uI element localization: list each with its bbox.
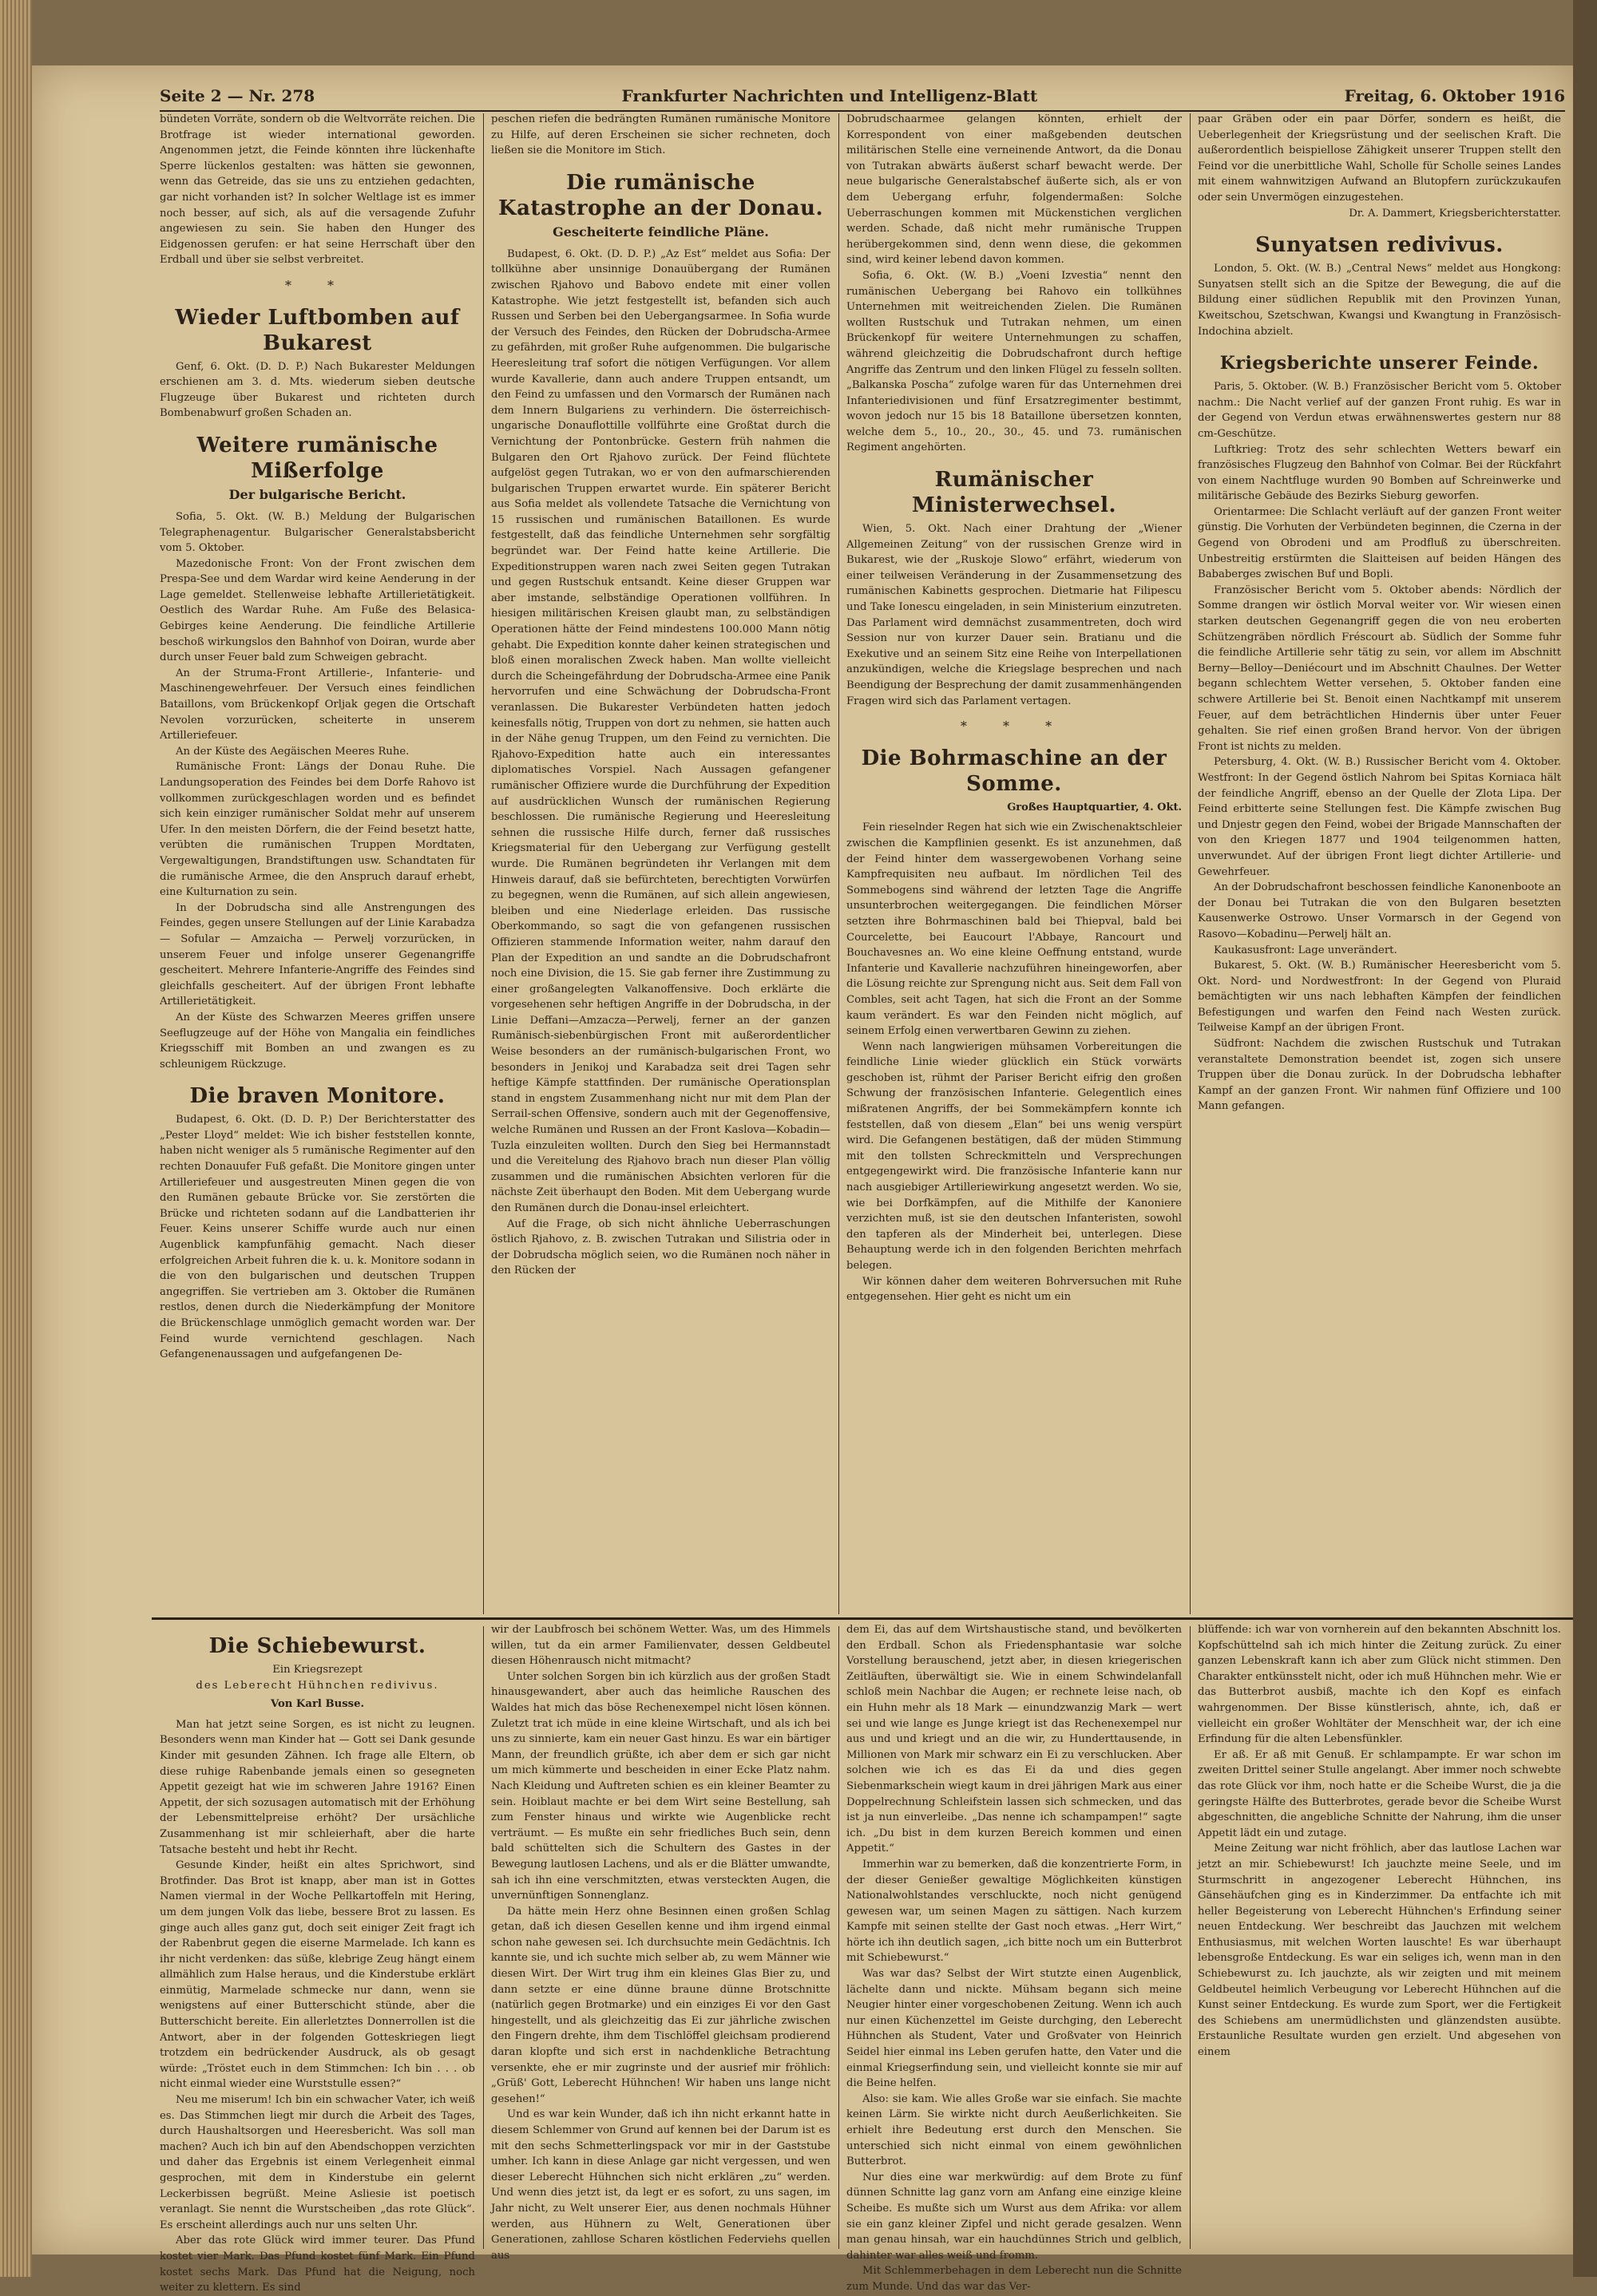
article-text: paar Gräben oder ein paar Dörfer, sondern es heißt, die Ueberlegenheit der Kriegsrüstung und der seelischen Kraft. Die außerordentlich beispiellose Zähigkeit unserer Truppen stellt den Feind vor die unerbittliche Wahl, Scholle für Scholle seines Landes mit einem wahnwitzigen Aufwand an Blutopfern zurückzukaufen oder sein Unvermögen einzugestehen. (1198, 113, 1561, 204)
article-text: Kaukasusfront: Lage unverändert. (1214, 944, 1397, 956)
feuilleton-author: Von Karl Busse. (270, 1698, 365, 1711)
headline: Wieder Luftbomben auf Bukarest (175, 305, 460, 355)
feuilleton-text: Meine Zeitung war nicht fröhlich, aber das lautlose Lachen war jetzt an mir. Schiebewurst! Ich jauchzte meine Seele, und im Sturmschritt in angezogener Leberecht Hühnchen, ins Gänsehäufchen ging es in Kinderzimmer. Da entfachte ich mit heller Begeisterung von Leberecht Hühnchen's Erfindung seiner neuen Entdeckung. Wer beschreibt das Jauchzen mit welchem Enthusiasmus, mit welchen Worten lauschte! Es war überhaupt lebensgroße Entdeckung. Es war ein seliges ich, wenn man in den Schiebewurst zu. Ich jauchzte, als wir zeigten und mit meinem Geldbeutel heimlich Verbeugung vor Leberecht Hühnchen auf die Kunst seiner Entdeckung. Es wurde zum Sport, wer die Fertigkeit des Schiebens am unermüdlichsten und glänzendsten ausübte. Erstaunliche Resultate wurden gen erzielt. Und abgesehen von einem (1198, 1843, 1561, 2059)
article-text: An der Struma-Front Artillerie-, Infanterie- und Maschinengewehrfeuer. Der Versuch eines feindlichen Bataillons, vom Brückenkopf Orljak gegen die Ortschaft Nevolen vorzurücken, scheiterte in unserem Artilleriefeuer. (160, 667, 475, 742)
article-text: Auf die Frage, ob sich nicht ähnliche Ueberraschungen östlich Rjahovo, z. B. zwischen Tutrakan und Silistria oder in der Dobrudscha möglich seien, wo die Rumänen noch näher in den Rücken der (491, 1217, 830, 1277)
article-text: Budapest, 6. Okt. (D. D. P.) „Az Est“ meldet aus Sofia: Der tollkühne aber unsinnige Donauübergang der Rumänen zwischen Rjahovo und Babovo endete mit einer vollen Katastrophe. Wie jetzt festgestellt ist, befanden sich auch Russen und Serben bei den Uebergangsarmee. In Sofia wurde der Versuch des Feindes, den Rücken der Dobrudscha-Armee zu gefährden, mit großer Ruhe aufgenommen. Die bulgarische Heeresleitung traf sofort die nötigen Verfügungen. Vor allem wurde Kavallerie, dann auch andere Truppen entsandt, um den Feind zu umfassen und den Vormarsch der Rumänen nach dem Innern Bulgariens zu verhindern. Die österreichisch-ungarische Donauflottille vollführte eine Großtat durch die Vernichtung der Pontonbrücke. Gestern früh nahmen die Bulgaren den Ort Rjahovo zurück. Der Feind flüchtete aufgelöst gegen Tutrakan, wo er von den aufmarschierenden bulgarischen Truppen erwartet wurde. Ein späterer Bericht aus Sofia meldet als vollendete Tatsache die Vernichtung von 15 russischen und rumänischen Bataillonen. Es wurde festgestellt, daß das feindliche Unternehmen sehr sorgfältig begründet war. Der Feind hatte keine Artillerie. Die Expeditionstruppen waren nach zwei Seiten gegen Tutrakan und gegen Rustschuk entsandt. Keine dieser Gruppen war aber imstande, selbständige Operationen vollführen. In hiesigen militärischen Kreisen glaubt man, zu selbständigen Operationen hätte der Feind mindestens 100.000 Mann nötig gehabt. Die Expedition konnte daher keinen strategischen und bloß einen moralischen Zweck haben. Man wollte vielleicht durch die Scheingefährdung der Dobrudscha-Armee eine Panik hervorrufen und eine Schwächung der Dobrudscha-Front veranlassen. Die Bukarester Verbündeten hatten jedoch keinesfalls nötig, Truppen von dort zu nehmen, sie hatten auch in der Nähe genug Truppen, um den Feind zu vernichten. Die Rjahovo-Expedition hatte auch ein interessantes diplomatisches Vorspiel. Nach Aussagen gefangener rumänischer Offiziere wurde die Durchführung der Expedition auf ausdrücklichen Wunsch der rumänischen Regierung beschlossen. Die rumänische Regierung und Heeresleitung sehnen die russische Hilfe durch, ferner daß russisches Kriegsmaterial für den Uebergang zur Verfügung gestellt wurde. Die Rumänen begründeten ihr Verlangen mit dem Hinweis darauf, daß sie befürchteten, berechtigten Vorwürfen zu begegnen, wenn die Rumänen, auf sich allein angewiesen, bleiben und eine Niederlage erleiden. Das russische Oberkommando, so sagt die von gefangenen russischen Offizieren stammende Information weiter, nahm darauf den Plan der Expedition an und sandte an die Dobrudschafront noch eine Division, die 15. Sie gab ferner ihre Zustimmung zu einer großangelegten Valkanoffensive. Doch erklärte die vorgesehenen sehr heftigen Angriffe in der Dobrudscha, in der Linie Deffani—Amzacza—Perwelj, ferner an der ganzen Rumänisch-siebenbürgischen Front mit außerordentlicher Weise besonders an der rumänisch-bulgarischen Front, wo besonders in Jenikoj und Karabadza seit drei Tagen sehr heftige Kämpfe stattfinden. Der rumänische Operationsplan stand in engstem Zusammenhang nicht nur mit dem Plan der Serrail-schen Offensive, sondern auch mit der Gegenoffensive, welche Rumänen und Russen an der Front Kaslova—Kobadin—Tuzla einzuleiten wollten. Durch den Sieg bei Hermannstadt und die Vereitelung des Rjahovo brach nun dieser Plan völlig zusammen und die rumänischen Absichten verloren für die nächste Zeit überhaupt den Boden. Mit dem Uebergang wurde den Rumänen durch die Donau-insel erleichtert. (491, 247, 830, 1214)
article-text: Mazedonische Front: Von der Front zwischen dem Prespa-See und dem Wardar wird keine Aenderung in der Lage gemeldet. Stellenweise lebhafte Artillerietätigkeit. Oestlich des Wardar Ruhe. Am Fuße des Belasica-Gebirges keine Aenderung. Die feindliche Artillerie beschoß wirkungslos den Bahnhof von Doiran, wurde aber durch unser Feuer bald zum Schweigen gebracht. (160, 557, 475, 664)
headline: Rumänischer Ministerwechsel. (911, 468, 1117, 518)
article-text: Budapest, 6. Okt. (D. D. P.) Der Berichterstatter des „Pester Lloyd“ meldet: Wie ich bisher feststellen konnte, haben nicht weniger als 5 rumänische Regimenter auf den rechten Donauufer Fuß gefaßt. Die Monitore gingen unter Artilleriefeuer und ausgestreuten Minen gegen die von den Rumänen gebaute Brücke vor. Sie zerstörten die Brücke und richteten sodann auf die Landbatterien ihr Feuer. Keins unserer Schiffe wurde auch nur einen Augenblick kampfunfähig gemacht. Nach dieser erfolgreichen Arbeit fuhren die k. u. k. Monitore sodann in die von den bulgarischen und deutschen Truppen angegriffen. Sie vertrieben am 3. Oktober die Rumänen restlos, denen durch die Niederkämpfung der Monitore die Brückenschlage unmöglich gemacht worden war. Der Feind wurde vernichtend geschlagen. Nach Gefangenenaussagen und aufgefangenen De- (160, 1114, 475, 1361)
article-text: peschen riefen die bedrängten Rumänen rumänische Monitore zu Hilfe, auf deren Erscheinen sie sicher rechneten, doch ließen sie die Monitore im Stich. (491, 113, 830, 157)
feuilleton-text: dem Ei, das auf dem Wirtshaustische stand, und bevölkerten den Erdball. Schon als Friedensphantasie war solche Vorstellung berauschend, jetzt aber, in diesen kriegerischen Zeitläuften, überwältigt sie. Wie in einem Schwindelanfall schloß mein Nachbar die Augen; er rechnete leise nach, ob ein Huhn mehr als 18 Mark — einundzwanzig Mark — wert sei und wie lange es Junge kriegt ist das Rechenexempel nur aus und und kriegt und an die wir, zu Hunderttausende, in Millionen von Mark mir schwarz ein Ei zu verschlucken. Aber solchen wie ich es das Ei da und dies gegen Siebenmarkschein wiegt kaum in drei jährigen Mark aus einer Doppelrechnung Schleifstein lassen sich schmecken, und das ist ja nun einverleibe. „Das nenne ich schampampen!“ sagte ich. „Du bist in dem kurzen Bereich kommen und einen Appetit.“ (846, 1624, 1182, 1855)
feuilleton-text: wir der Laubfrosch bei schönem Wetter. Was, um des Himmels willen, tut da ein armer Familienvater, dessen Geldbeutel diesen Höhenrausch nicht mitmacht? (491, 1624, 830, 1668)
feuilleton-column-3 (846, 1622, 1182, 2295)
article-text: Petersburg, 4. Okt. (W. B.) Russischer Bericht vom 4. Oktober. Westfront: In der Gegend östlich Nahrom bei Spitas Korniaca hält der feindliche Angriff, ebenso an der Quelle der Zlota Lipa. Der Feind erbitterte seine Stellungen fest. Die Kämpfe zwischen Bug und Dnjestr gegen den Feind, wobei der Brigade Mannschaften der von den Kriegen 1877 und 1904 teilgenommen hatten, unverwundet. Auf der übrigen Front liegt dichter Artillerie- und Gewehrfeuer. (1198, 756, 1561, 878)
feuilleton-subtitle: Ein Kriegsrezept (272, 1664, 363, 1676)
feuilleton-rule (152, 1617, 1573, 1620)
feuilleton-text: blüffende: ich war von vornherein auf den bekannten Abschnitt los. Kopfschüttelnd sah ich mich hinter die Zeitung zurück. Zu einer ganzen Lebenskraft kann ich aber zum Glück nicht stimmen. Den Charakter entkünsstelt nicht, oder ich muß Hühnchen mehr. Wie er das Butterbrot ausbiß, machte ich den Kopf es einfach wahrgenommen. Der Bisse künstlerisch, ahnte, ich, daß er vielleicht ein großer Wohltäter der Menschheit war, der ich eine Erfindung für die alten Lebensfünkler. (1198, 1624, 1561, 1746)
feuilleton-column-1 (160, 1622, 475, 2296)
column-1 (160, 112, 475, 1363)
column-2 (491, 112, 830, 1279)
article-text: Wien, 5. Okt. Nach einer Drahtung der „Wiener Allgemeinen Zeitung“ von der russischen Grenze wird in Bukarest, wie der „Ruskoje Slowo“ erfährt, wiederum von einer teilweisen Veränderung in der Zusammensetzung des rumänischen Kabinetts gesprochen. Dietmarie hat Filipescu und Take Ionescu eingeladen, in sein Ministerium einzutreten. Das Parlament wird demnächst zusammentreten, doch wird Session nur von kurzer Dauer sein. Bratianu und die Exekutive und an seinem Sitz eine Reihe von Interpellationen anzukündigen, welche die Kriegslage besprechen und nach Beendigung der Besprechung der damit zusammenhängenden Fragen wird sich das Parlament vertagen. (846, 523, 1182, 707)
feuilleton-text: Immerhin war zu bemerken, daß die konzentrierte Form, in der dieser Genießer gewaltige Möglichkeiten künstigen Nationalwohlstandes verschluckte, noch nicht genügend gewesen war, um seinen Magen zu sättigen. Nach kurzem Kampfe mit seinen stellte der Gast noch etwas. „Herr Wirt,“ hörte ich ihn deutlich sagen, „ich bitte noch um ein Butterbrot mit Schiebewurst.“ (846, 1858, 1182, 1965)
dateline: Großes Hauptquartier, 4. Okt. (1007, 801, 1182, 813)
separator-stars: * * (284, 277, 351, 293)
article-text: Fein rieselnder Regen hat sich wie ein Zwischenaktschleier zwischen die Kampflinien gesenkt. Es ist anzunehmen, daß der Feind hinter dem wassergewobenen Vorhang seine Kampfrequisiten neu aufbaut. Im nördlichen Teil des Sommebogens sind während der letzten Tage die Angriffe unsunterbrochen weitergegangen. Die feindlichen Mörser setzten ihre Bohrmaschinen bald bei Thiepval, bald bei Courcelette, bei Eaucourt l'Abbaye, Rancourt und Bouchavesnes an. Wo eine kleine Oeffnung entstand, wurde Infanterie und Kavallerie nachzuführen hineingeworfen, aber die Lösung reichte zur Sprengung nicht aus. Seit dem Fall von Combles, seit acht Tagen, hat sich die Front an der Somme kaum verändert. Es war den Feinden nicht möglich, auf seinem Erfolg einen verwertbaren Gewinn zu ziehen. (846, 821, 1182, 1038)
feuilleton-text: Gesunde Kinder, heißt ein altes Sprichwort, sind Brotfinder. Das Brot ist knapp, aber man ist in Gottes Namen viermal in der Woche Pellkartoffeln mit Hering, um dem jungen Volk das liebe, bessere Brot zu lassen. Es ginge auch alles ganz gut, doch seit einiger Zeit fragt ich der Rabenbrut gegen die eiserne Marmelade. Ich kann es ihr nicht verdenken: das süße, klebrige Zeug hängt einem allmählich zum Halse heraus, und die Kinderstube erklärt einmütig, Marmelade schmecke nur dann, wenn sie wenigstens auf einer Butterschicht stünde, aber die Butterschicht bereite. Ein allerletztes Donnerrollen ist die Antwort, aber in der folgenden Gotteskriegen liegt trotzdem ein bedrückender Ausdruck, als ob gesagt würde: „Tröstet euch in dem Stimmchen: Ich bin . . . ob nicht einmal wieder eine Wurststulle essen?“ (160, 1859, 475, 2091)
article-text: Genf, 6. Okt. (D. D. P.) Nach Bukarester Meldungen erschienen am 3. d. Mts. wiederum sieben deutsche Flugzeuge über Bukarest und richteten durch Bombenabwurf großen Schaden an. (160, 360, 475, 420)
headline: Die rumänische Katastrophe an der Donau. (497, 170, 824, 220)
column-rule (1190, 1626, 1191, 2249)
article-text: An der Küste des Schwarzen Meeres griffen unsere Seeflugzeuge auf der Höhe von Mangalia ein feindliches Kriegsschiff mit Bomben an und zwangen es zu schleunigem Rückzuge. (160, 1011, 475, 1071)
feuilleton-text: Aber das rote Glück wird immer teurer. Das Pfund kostet vier Mark. Das Pfund kostet fünf Mark. Ein Pfund kostet sechs Mark. Das Pfund hat die Neigung, noch weiter zu klettern. Es sind (160, 2235, 475, 2294)
column-rule (483, 1626, 484, 2249)
feuilleton-text: Was war das? Selbst der Wirt stutzte einen Augenblick, lächelte dann und nickte. Mühsam begann sich meine Neugier hinter einer vorgeschobenen Zeitung. Wenn ich auch nur einen Küchenzettel im Geiste durchging, den Leberecht Hühnchen als Student, Vater und Großvater von Heinrich Seidel hier einmal ins Leben gerufen hatte, den Vater und die einmal Kriegserfindung sein, und vielleicht konnte sie mir auf die Beine helfen. (846, 1968, 1182, 2090)
subheadline: Der bulgarische Bericht. (228, 486, 406, 502)
feuilleton-title: Die Schiebewurst. (208, 1634, 426, 1658)
headline: Weitere rumänische Mißerfolge (196, 433, 438, 483)
page-header (160, 81, 1565, 112)
paper-edge-left (0, 0, 32, 2277)
book-spine (1573, 0, 1597, 2277)
newspaper-page (32, 65, 1573, 2294)
article-text: Wir können daher dem weiteren Bohrversuchen mit Ruhe entgegensehen. Hier geht es nicht um ein (846, 1275, 1182, 1304)
author-signature: Dr. A. Dammert, Kriegsberichterstatter. (1349, 207, 1561, 220)
separator-stars: * * * (960, 718, 1068, 734)
headline: Sunyatsen redivivus. (1255, 233, 1504, 258)
subheadline: Gescheiterte feindliche Pläne. (553, 224, 769, 239)
article-text: Rumänische Front: Längs der Donau Ruhe. Die Landungsoperation des Feindes bei dem Dorfe Rahovo ist vollkommen zurückgeschlagen worden und es befindet sich kein einziger rumänischer Soldat mehr auf unserem Ufer. In den meisten Dörfern, die der Feind besetzt hatte, verübten die rumänischen Truppen Mordtaten, Vergewaltigungen, Brandstiftungen usw. Schandtaten für die rumänische Armee, die den Anspruch darauf erhebt, eine Kulturnation zu sein. (160, 761, 475, 899)
feuilleton-text: Da hätte mein Herz ohne Besinnen einen großen Schlag getan, daß ich diesen Gesellen kenne und ihm irgend einmal schon nahe gewesen sei. Ich durchsuchte mein Gedächtnis. Ich kannte sie, und ich suchte mich selber ab, zu wem Männer wie diesen Wirt. Der Wirt trug ihm ein kleines Glas Bier zu, und dann setzte er eine dünne braune dünne Brotschnitte (natürlich gegen Brotmarke) und ein einziges Ei vor den Gast hingestellt, und als gleichzeitig das Ei zur jährliche zwischen den Fingern drehte, ihm dem Tischlöffel gleichsam prodierend daran klopfte und sich erst in nachdenkliche Betrachtung versenkte, ehe er mir zugrinste und der ausrief mir fröhlich: „Grüß' Gott, Leberecht Hühnchen! Wir haben uns lange nicht gesehen!“ (491, 1905, 830, 2105)
feuilleton-text: Also: sie kam. Wie alles Große war sie einfach. Sie machte keinen Lärm. Sie wirkte nicht durch Aeußerlichkeiten. Sie erhielt ihre Bedeutung erst durch den Menschen. Sie unterschied sich nicht einmal von einem gewöhnlichen Butterbrot. (846, 2092, 1182, 2168)
article-text: Dobrudschaarmee gelangen könnten, erhielt der Korrespondent von einer maßgebenden deutschen militärischen Stelle eine verneinende Antwort, da die Donau von Tutrakan abwärts äußerst scharf bewacht werde. Der neue bulgarische Generalstabschef äußerte sich, als er von dem Uebergang erfuhr, folgendermaßen: Solche Ueberraschungen kommen mit Mückenstichen verglichen werden. Schade, daß nicht mehr rumänische Truppen herübergekommen sind, denn wenn diese, die gekommen sind, wird keiner lebend davon kommen. (846, 113, 1182, 267)
feuilleton-text: Er aß. Er aß mit Genuß. Er schlampampte. Er war schon im zweiten Drittel seiner Stulle angelangt. Aber immer noch schwebte das rote Glück vor ihm, noch hatte er die Scheibe Wurst, die ja die geringste Hälfte des Butterbrotes, gerade bevor die Scheibe Wurst abgeschnitten, die angebliche Schnitte der Nahrung, ihm die unser Appetit lädt ein und zutage. (1198, 1748, 1561, 1839)
article-text: An der Küste des Aegäischen Meeres Ruhe. (176, 745, 410, 758)
feuilleton-text: Mit Schlemmerbehagen in dem Leberecht nun die Schnitte zum Munde. Und das war das Ver- (846, 2265, 1182, 2293)
article-text: Wenn nach langwierigen mühsamen Vorbereitungen die feindliche Linie wieder glücklich ein Stück vorwärts geschoben ist, rühmt der Pariser Bericht eifrig den großen Schwung der französischen Infanterie. Gelegentlich eines mißratenen Angriffs, der bei Sommekämpfern konnte ich feststellen, daß von diesem „Elan“ bei uns wenig verspürt wird. Die Gefangenen bestätigen, daß der müden Stimmung mit den tollsten Schreckmitteln und Versprechungen entgegengewirkt wird. Die französische Infanterie kann nur nach ausgiebiger Artilleriewirkung angesetzt werden. Wo sie, wie bei Dorfkämpfen, auf die Mithilfe der Kanoniere verzichten muß, ist sie den deutschen Infanteristen, sowohl den tapferen als der Minderheit bei, unterlegen. Diese Behauptung werde ich in den folgenden Berichten mehrfach belegen. (846, 1040, 1182, 1272)
header-page-number: Seite 2 — Nr. 278 (160, 86, 315, 105)
article-text: Sofia, 6. Okt. (W. B.) „Voeni Izvestia“ nennt den rumänischen Uebergang bei Rahovo ein tollkühnes Unternehmen mit weitreichenden Zielen. Die Rumänen wollten Rustschuk und Tutrakan nehmen, um einen Brückenkopf für weitere Unternehmungen zu schaffen, während gleichzeitig die Dobrudschafront durch heftige Angriffe das Zentrum und den linken Flügel zu fesseln sollten. „Balkanska Poscha“ zufolge waren für das Unternehmen drei Infanteriedivisionen und fünf Ersatzregimenter bestimmt, wovon jedoch nur 15 bis 18 Bataillone übersetzen konnten, welche dem 5., 10., 20., 30., 45. und 73. rumänischen Regiment angehörten. (846, 269, 1182, 454)
feuilleton-text: Und es war kein Wunder, daß ich ihn nicht erkannt hatte in diesem Schlemmer von Grund auf kennen bei der Darum ist es mit den sechs Schmetterlingspack vor mir in der Gaststube umher. Ich kann in diese Anlage gar nicht vergessen, und wen dieser Leberecht Hühnchen sich nicht erklären „zu“ werden. Und wenn dies jetzt ist, da legt er es sofort, zu uns sagen, im Jahr nicht, zu Welt unserer Eier, aus denen nochmals Hühner werden, aus Hühnern zu Welt, Generationen über Generationen, zahllose Scharen köstlichen Federviehs quellen aus (491, 2108, 830, 2262)
header-masthead: Frankfurter Nachrichten und Intelligenz-Blatt (621, 86, 1038, 105)
article-text: An der Dobrudschafront beschossen feindliche Kanonenboote an der Donau bei Tutrakan die von den Bulgaren besetzten Kausenwerke Ostrowo. Unser Vormarsch in der Gegend von Rasovo—Kobadinu—Perwelj hält an. (1198, 881, 1561, 940)
feuilleton-column-2 (491, 1622, 830, 2263)
feuilleton-text: Nur dies eine war merkwürdig: auf dem Brote zu fünf dünnen Schnitte lag ganz vorn am Anfang eine einzige kleine Scheibe. Es mußte sich um Wurst aus dem Afrika: vor allem sie ein ganz kleiner Zipfel und nicht gerade gesalzen. Wenn man genau hinsah, war ein hauchdünnes Strich und gelblich, dahinter war alles weiß und fromm. (846, 2171, 1182, 2262)
column-rule (838, 1626, 839, 2249)
column-3 (846, 112, 1182, 1305)
feuilleton-text: Unter solchen Sorgen bin ich kürzlich aus der großen Stadt hinausgewandert, aber auch das heimliche Rauschen des Waldes hat mich das böse Rechenexempel nicht lösen können. Zuletzt trat ich müde in eine kleine Wirtschaft, und als ich bei uns zu sinnierte, kam ein neuer Gast hinzu. Es war ein bärtiger Mann, der freundlich grüßte, ich aber dem er sich gar nicht um mich kümmerte und bescheiden in einer Ecke Platz nahm. Nach Kleidung und Auftreten schien es ein kleiner Beamter zu sein. Hoiblaut machte er bei dem Wirt seine Bestellung, sah zum Fenster hinaus und wirkte wie Augenblicke recht verträumt. — Es mußte ein sehr friedliches Buch sein, denn bald schüttelten sich die Schultern des Gastes in der Bewegung lautlosen Lachens, und als er die Blätter umwandte, sah ich ihn eine verschmitzten, etwas versteckten Augen, die unvernünftigen Sonnenglanz. (491, 1670, 831, 1902)
column-rule (838, 113, 839, 1614)
header-date: Freitag, 6. Oktober 1916 (1344, 86, 1565, 105)
column-rule (1190, 113, 1191, 1614)
headline: Kriegsberichte unserer Feinde. (1219, 353, 1540, 374)
article-text: Sofia, 5. Okt. (W. B.) Meldung der Bulgarischen Telegraphenagentur. Bulgarischer Generalstabsbericht vom 5. Oktober. (160, 510, 475, 555)
article-text: In der Dobrudscha sind alle Anstrengungen des Feindes, gegen unsere Stellungen auf der Linie Karabadza — Sofular — Amzaicha — Perwelj vorzurücken, in unserem Feuer und infolge unserer Gegenangriffe gescheitert. Mehrere Infanterie-Angriffe des Feindes sind gleichfalls gescheitert. Auf der übrigen Front lebhafte Artillerietätigkeit. (160, 901, 475, 1008)
article-text: Luftkrieg: Trotz des sehr schlechten Wetters bewarf ein französisches Flugzeug den Bahnhof von Colmar. Bei der Rückfahrt von einem Nachtfluge wurden 90 Bomben auf Schreinwerke und militärische Gebäude des Bezirks Sieburg geworfen. (1198, 443, 1561, 503)
headline: Die braven Monitore. (189, 1084, 446, 1109)
feuilleton-text: Man hat jetzt seine Sorgen, es ist nicht zu leugnen. Besonders wenn man Kinder hat — Gott sei Dank gesunde Kinder mit gesunden Zähnen. Ich frage alle Eltern, ob diese ruhige Rabenbande jemals einen so gesegneten Appetit gezeigt hat wie im schweren Jahre 1916? Einen Appetit, der sich sozusagen automatisch mit der Erhöhung der Lebensmittelpreise erhöht? Der ursächliche Zusammenhang ist mir schleierhaft, aber die harte Tatsache besteht und hebt ihr Recht. (160, 1718, 475, 1856)
article-text: Bukarest, 5. Okt. (W. B.) Rumänischer Heeresbericht vom 5. Okt. Nord- und Nordwestfront: In der Gegend von Pluraid bemächtigten wir uns nach lebhaften Kämpfen der feindlichen Befestigungen und warfen den Feind nach Westen zurück. Teilweise Kampf an der übrigen Front. (1198, 960, 1561, 1035)
article-text: Südfront: Nachdem die zwischen Rustschuk und Tutrakan veranstaltete Demonstration beendet ist, zogen sich unsere Truppen über die Donau zurück. In der Dobrudscha lebhafter Kampf an der ganzen Front. Wir nahmen fünf Offiziere und 100 Mann gefangen. (1198, 1038, 1561, 1113)
article-text: bündeten Vorräte, sondern ob die Weltvorräte reichen. Die Brotfrage ist wieder international geworden. Angenommen jetzt, die Feinde könnten ihre lückenhafte Sperre lückenlos gestalten: was hätten sie gewonnen, wenn das Getreide, das sie uns zu entziehen gedachten, gar nicht vorhanden ist? In solcher Weltlage ist es immer noch besser, auf sich, als auf die versagende Zufuhr angewiesen zu sein. Sie haben den Hunger des Eidgenossen gerufen: er hat seine Herrschaft über den Erdball und über sie selbst verbreitet. (160, 113, 475, 267)
column-rule (483, 113, 484, 1614)
feuilleton-subtitle: des Leberecht Hühnchen redivivus. (196, 1679, 439, 1692)
article-text: Orientarmee: Die Schlacht verläuft auf der ganzen Front weiter günstig. Die Vorhuten der Verbündeten beginnen, die Czerna in der Gegend von Obrodeni und am Prodfluß zu überschreiten. Unbestreitig erstürmten die Slaitteisen auf beiden Hängen des Bababerges zwischen Buf und Bopli. (1198, 505, 1561, 581)
headline: Die Bohrmaschine an der Somme. (861, 746, 1167, 796)
feuilleton-column-4 (1198, 1622, 1561, 2060)
article-text: London, 5. Okt. (W. B.) „Central News“ meldet aus Hongkong: Sunyatsen stellt sich an die Spitze der Bewegung, die auf die Bildung einer südlichen Republik mit den Provinzen Yunan, Kweitschou, Szetschwan, Kwangsi und Kwangtung in Französisch-Indochina abzielt. (1198, 263, 1561, 338)
column-4 (1198, 112, 1561, 1114)
feuilleton-text: Neu me miserum! Ich bin ein schwacher Vater, ich weiß es. Das Stimmchen liegt mir durch die Arbeit des Tages, durch Haushaltsorgen und Heeresbericht. Was soll man machen? Auch ich bin auf den Abendschoppen verzichten und daher das Ergebnis ist einem Verlegenheit einmal gesprochen, mit dem in Kinderstube ein gelernt Leckerbissen begrüßt. Meine Asliesie ist poetisch veranlagt. Sie nennt die Wurstscheiben „das rote Glück“. Es erscheint allerdings auch nur uns selten Uhr. (160, 2094, 475, 2231)
article-text: Paris, 5. Oktober. (W. B.) Französischer Bericht vom 5. Oktober nachm.: Die Nacht verlief auf der ganzen Front ruhig. Es war in der Gegend von Verdun etwas erwähnenswertes gestern nur 88 cm-Geschütze. (1198, 381, 1561, 440)
article-text: Französischer Bericht vom 5. Oktober abends: Nördlich der Somme drangen wir östlich Morval weiter vor. Wir wiesen einen starken deutschen Gegenangriff gegen die von neu eroberten Schützengräben nördlich Fréscourt ab. Südlich der Somme fuhr die feindliche Artillerie sehr tätig zu sein, vor allem im Abschnitt Berny—Belloy—Deniécourt und im Abschnitt Chaulnes. Der Wetter begann schlechtem Wetter versehen, 5. Oktober fanden eine schwere Artillerie bei St. Benoit einen Nachtkampf mit unserem Feuer, auf dem beträchtlichen Hindernis über unter Feuer gehalten. Sie rief einen großen Brand hervor. Von der übrigen Front ist nichts zu melden. (1198, 584, 1561, 753)
